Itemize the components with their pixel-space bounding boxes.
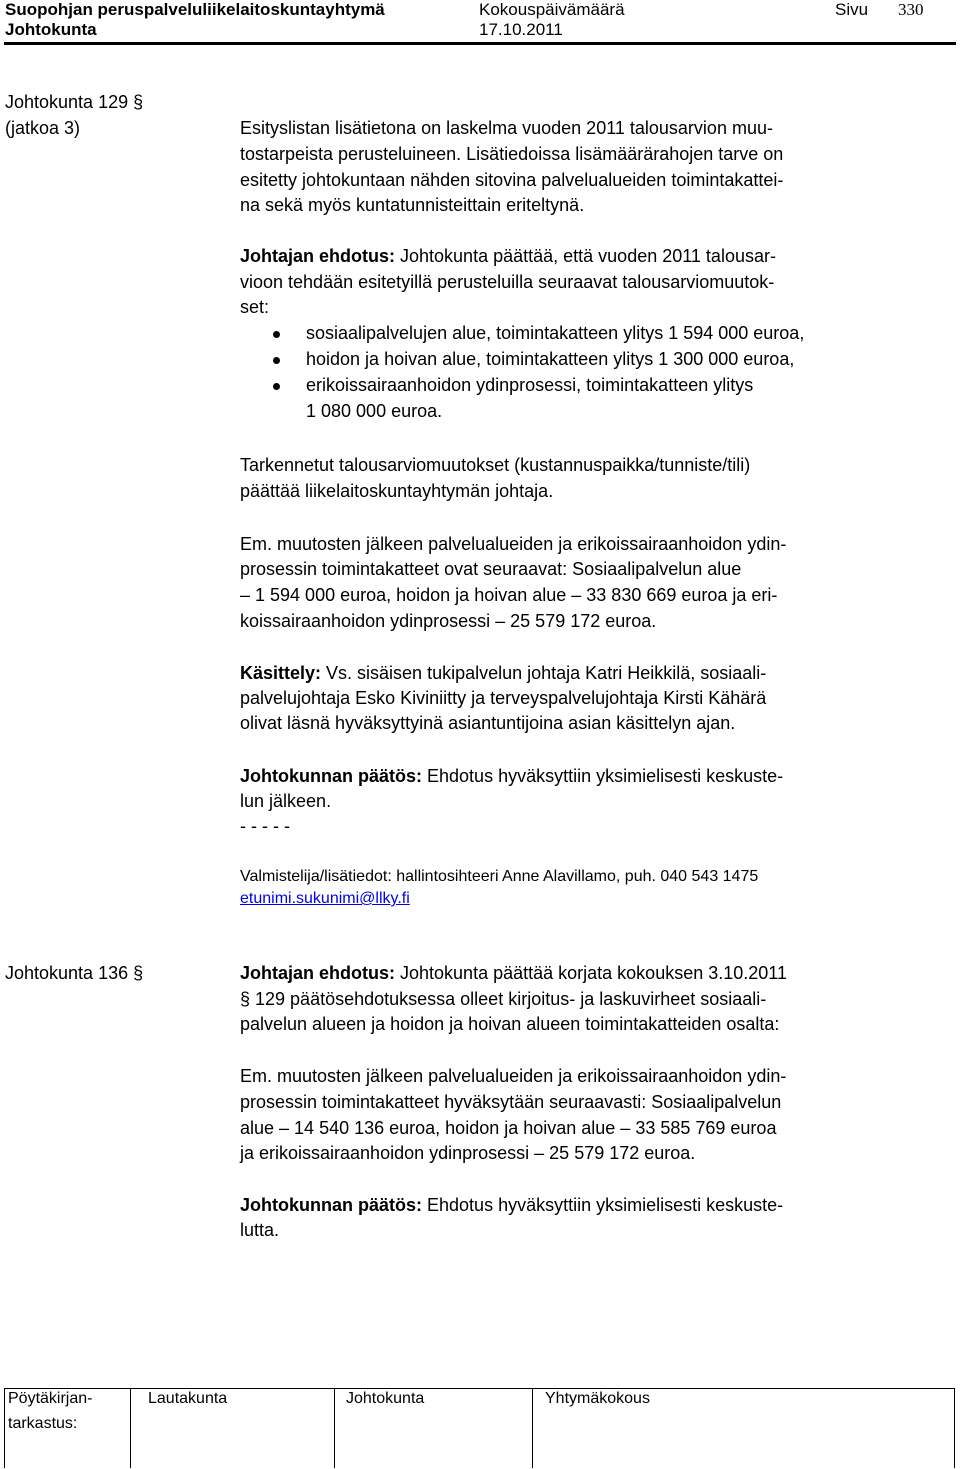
decision-text: Ehdotus hyväksyttiin yksimielisesti keskuste-	[422, 766, 784, 786]
organization-name: Suopohjan peruspalveluliikelaitoskuntayhtymä	[5, 0, 385, 19]
footer-divider	[4, 1388, 5, 1468]
paragraph-line: esitetty johtokuntaan nähden sitovina palvelualueiden toimintakattei-	[240, 170, 784, 190]
meeting-date-label: Kokouspäivämäärä	[479, 0, 625, 19]
handling-text: Vs. sisäisen tukipalvelun johtaja Katri Heikkilä, sosiaali-	[321, 663, 767, 683]
section1-heading: Johtokunta 129 §	[5, 92, 144, 112]
decision-label: Johtokunnan päätös:	[240, 766, 423, 786]
paragraph-line: koissairaanhoidon ydinprosessi – 25 579 172 euroa.	[240, 611, 657, 631]
footer-divider	[954, 1388, 955, 1468]
header-rule	[4, 42, 956, 45]
paragraph-line: päättää liikelaitoskuntayhtymän johtaja.	[240, 481, 554, 501]
body-name: Johtokunta	[5, 20, 97, 39]
paragraph-line: lun jälkeen.	[240, 791, 332, 811]
bullet-dot	[273, 331, 280, 338]
paragraph-line: ja erikoissairaanhoidon ydinprosessi – 25 579 172 euroa.	[240, 1143, 696, 1163]
footer-box	[4, 1388, 954, 1469]
footer-review-label: Pöytäkirjan-	[8, 1390, 93, 1407]
list-item: sosiaalipalvelujen alue, toimintakatteen ylitys 1 594 000 euroa,	[306, 323, 805, 343]
footer-divider	[130, 1388, 131, 1468]
paragraph-line: Em. muutosten jälkeen palvelualueiden ja erikoissairaanhoidon ydin-	[240, 1066, 787, 1086]
decision-text: Ehdotus hyväksyttiin yksimielisesti keskuste-	[422, 1195, 784, 1215]
paragraph-line: lutta.	[240, 1220, 280, 1240]
bullet-dot	[273, 357, 280, 364]
paragraph-line: palvelujohtaja Esko Kiviniitty ja terveyspalvelujohtaja Kirsti Kähärä	[240, 688, 767, 708]
decision-label: Johtokunnan päätös:	[240, 1195, 423, 1215]
proposal-label: Johtajan ehdotus:	[240, 246, 396, 266]
footer-divider	[532, 1388, 533, 1468]
paragraph-line: olivat läsnä hyväksyttyinä asiantuntijoina asian käsittelyn ajan.	[240, 713, 736, 733]
paragraph-line: na sekä myös kuntatunnisteittain eriteltynä.	[240, 195, 585, 215]
footer-review-label-2: tarkastus:	[8, 1415, 78, 1432]
paragraph-line: prosessin toimintakatteet hyväksytään seuraavasti: Sosiaalipalvelun	[240, 1092, 782, 1112]
preparer-info: Valmistelija/lisätiedot: hallintosihteeri Anne Alavillamo, puh. 040 543 1475	[240, 868, 759, 885]
footer-divider	[334, 1388, 335, 1468]
paragraph-line: prosessin toimintakatteet ovat seuraavat: Sosiaalipalvelun alue	[240, 559, 742, 579]
paragraph-line: set:	[240, 297, 270, 317]
handling-first-line	[240, 663, 766, 684]
footer-directorate-label: Johtokunta	[346, 1390, 425, 1407]
paragraph-line: vioon tehdään esitetyillä perusteluilla seuraavat talousarviomuutok-	[240, 272, 775, 292]
paragraph-line: § 129 päätösehdotuksessa olleet kirjoitus- ja laskuvirheet sosiaali-	[240, 989, 767, 1009]
list-item: hoidon ja hoivan alue, toimintakatteen ylitys 1 300 000 euroa,	[306, 349, 795, 369]
email-wrapper	[240, 890, 410, 908]
meeting-date: 17.10.2011	[479, 20, 563, 39]
decision-first-line	[240, 766, 783, 787]
decision-first-line	[240, 1195, 783, 1216]
paragraph-line: tostarpeista perusteluineen. Lisätiedoissa lisämäärärahojen tarve on	[240, 144, 784, 164]
email-link[interactable]: etunimi.sukunimi@llky.fi	[240, 890, 410, 907]
paragraph-line: – 1 594 000 euroa, hoidon ja hoivan alue – 33 830 669 euroa ja eri-	[240, 585, 778, 605]
footer-board-label: Lautakunta	[148, 1390, 228, 1407]
page-number: 330	[898, 0, 924, 19]
proposal-first-line	[240, 963, 787, 984]
paragraph-line: palvelun alueen ja hoidon ja hoivan alueen toimintakatteiden osalta:	[240, 1014, 780, 1034]
paragraph-line: Esityslistan lisätietona on laskelma vuoden 2011 talousarvion muu-	[240, 118, 773, 138]
paragraph-line: alue – 14 540 136 euroa, hoidon ja hoivan alue – 33 585 769 euroa	[240, 1118, 777, 1138]
handling-label: Käsittely:	[240, 663, 322, 683]
end-dashes: - - - - -	[240, 816, 290, 836]
proposal-first-line	[240, 246, 776, 267]
list-item: erikoissairaanhoidon ydinprosessi, toimintakatteen ylitys	[306, 375, 754, 395]
section2-heading: Johtokunta 136 §	[5, 963, 144, 983]
footer-assembly-label: Yhtymäkokous	[545, 1390, 650, 1407]
paragraph-line: Em. muutosten jälkeen palvelualueiden ja erikoissairaanhoidon ydin-	[240, 534, 787, 554]
list-item-continuation: 1 080 000 euroa.	[306, 401, 443, 421]
bullet-dot	[273, 383, 280, 390]
page-label: Sivu	[835, 0, 869, 19]
proposal-text: Johtokunta päättää korjata kokouksen 3.10.2011	[395, 963, 787, 983]
section1-subheading: (jatkoa 3)	[5, 118, 81, 138]
paragraph-line: Tarkennetut talousarviomuutokset (kustannuspaikka/tunniste/tili)	[240, 455, 751, 475]
proposal-text: Johtokunta päättää, että vuoden 2011 talousar-	[395, 246, 776, 266]
proposal-label: Johtajan ehdotus:	[240, 963, 396, 983]
